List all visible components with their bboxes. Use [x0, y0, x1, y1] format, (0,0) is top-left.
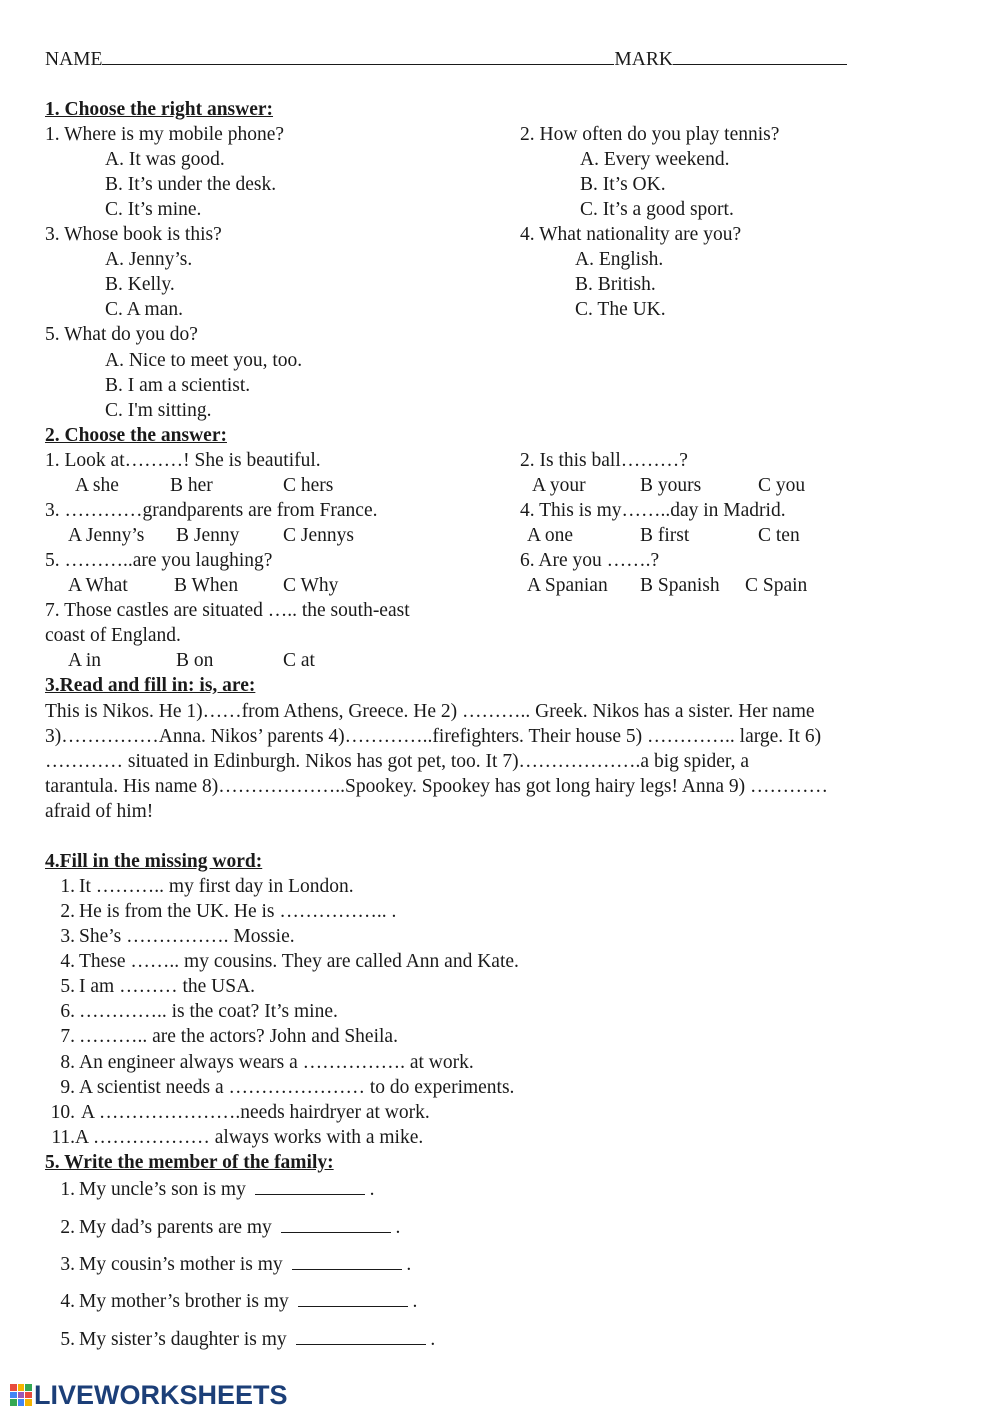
- s2-q3-option-c[interactable]: C Jennys: [283, 525, 354, 546]
- s5-answer-blank[interactable]: [281, 1214, 391, 1233]
- s3-line-3: ………… situated in Edinburgh. Nikos has got pet, too. It 7)……………….a big spider, a: [45, 751, 750, 772]
- s3-line-2: 3)……………Anna. Nikos’ parents 4)…………..firefighters. Their house 5) ………….. large. It 6): [45, 726, 822, 747]
- s2-q2-option-a[interactable]: A your: [532, 475, 586, 496]
- s2-q1-option-c[interactable]: C hers: [283, 475, 334, 496]
- s1-q2-option-a[interactable]: A. Every weekend.: [580, 149, 730, 170]
- s4-item: 7. ……….. are the actors? John and Sheila.: [60, 1026, 398, 1047]
- s4-item: 5. I am ……… the USA.: [60, 976, 256, 997]
- s1-q1: 1. Where is my mobile phone?: [45, 124, 284, 145]
- s2-q1: 1. Look at………! She is beautiful.: [45, 450, 321, 471]
- s5-item: 2. My dad’s parents are my .: [45, 1214, 400, 1240]
- s4-item: 9. A scientist needs a ………………… to do experiments.: [60, 1077, 515, 1098]
- s5-item: 3. My cousin’s mother is my .: [45, 1251, 411, 1277]
- mark-label: MARK: [614, 49, 673, 70]
- s1-q5: 5. What do you do?: [45, 324, 198, 345]
- s1-q5-option-b[interactable]: B. I am a scientist.: [105, 375, 251, 396]
- s2-q5: 5. ………..are you laughing?: [45, 550, 273, 571]
- s2-q4-option-b[interactable]: B first: [640, 525, 690, 546]
- s4-item: 2. He is from the UK. He is …………….. .: [60, 901, 397, 922]
- s3-line-4: tarantula. His name 8)………………..Spookey. Spookey has got long hairy legs! Anna 9) …………: [45, 776, 828, 797]
- s2-q7-line1: 7. Those castles are situated ….. the south-east: [45, 600, 410, 621]
- section-5-title: 5. Write the member of the family:: [45, 1152, 334, 1173]
- name-blank[interactable]: [102, 46, 614, 65]
- liveworksheets-logo: [10, 1380, 288, 1410]
- s2-q4-option-c[interactable]: C ten: [758, 525, 800, 546]
- logo-text: LIVEWORKSHEETS: [34, 1379, 288, 1410]
- s1-q1-option-c[interactable]: C. It’s mine.: [105, 199, 202, 220]
- name-row: [45, 46, 847, 72]
- s1-q3-option-a[interactable]: A. Jenny’s.: [105, 249, 193, 270]
- name-label: NAME: [45, 49, 103, 70]
- s3-line-5: afraid of him!: [45, 801, 154, 822]
- s1-q3-option-c[interactable]: C. A man.: [105, 299, 184, 320]
- s2-q1-option-b[interactable]: B her: [170, 475, 213, 496]
- s1-q1-option-a[interactable]: A. It was good.: [105, 149, 225, 170]
- s4-item: 10. A ………………….needs hairdryer at work.: [50, 1102, 430, 1123]
- s4-item: 1. It ……….. my first day in London.: [60, 876, 354, 897]
- s2-q6: 6. Are you …….?: [520, 550, 660, 571]
- s2-q5-option-b[interactable]: B When: [174, 575, 239, 596]
- s4-item: 6. ………….. is the coat? It’s mine.: [60, 1001, 338, 1022]
- s1-q4-option-c[interactable]: C. The UK.: [575, 299, 666, 320]
- s1-q2-option-b[interactable]: B. It’s OK.: [580, 174, 666, 195]
- s1-q4-option-b[interactable]: B. British.: [575, 274, 656, 295]
- s2-q5-option-c[interactable]: C Why: [283, 575, 339, 596]
- s2-q4-option-a[interactable]: A one: [527, 525, 574, 546]
- s1-q4: 4. What nationality are you?: [520, 224, 742, 245]
- s1-q2-option-c[interactable]: C. It’s a good sport.: [580, 199, 734, 220]
- s3-line-1: This is Nikos. He 1)……from Athens, Greece. He 2) ……….. Greek. Nikos has a sister. Her name: [45, 701, 815, 722]
- section-2-title: 2. Choose the answer:: [45, 425, 227, 446]
- s1-q3-option-b[interactable]: B. Kelly.: [105, 274, 175, 295]
- s2-q7-option-b[interactable]: B on: [176, 650, 214, 671]
- s5-item: 4. My mother’s brother is my .: [45, 1288, 417, 1314]
- s1-q5-option-a[interactable]: A. Nice to meet you, too.: [105, 350, 303, 371]
- section-1-title: 1. Choose the right answer:: [45, 99, 274, 120]
- s2-q6-option-c[interactable]: C Spain: [745, 575, 808, 596]
- s2-q3-option-a[interactable]: A Jenny’s: [68, 525, 145, 546]
- s2-q7-line2: coast of England.: [45, 625, 181, 646]
- mark-blank[interactable]: [673, 46, 847, 65]
- section-3-title: 3.Read and fill in: is, are:: [45, 675, 256, 696]
- s2-q7-option-a[interactable]: A in: [68, 650, 102, 671]
- s4-item: 4. These …….. my cousins. They are called Ann and Kate.: [60, 951, 519, 972]
- s2-q1-option-a[interactable]: A she: [75, 475, 119, 496]
- s2-q4: 4. This is my……..day in Madrid.: [520, 500, 786, 521]
- s2-q5-option-a[interactable]: A What: [68, 575, 128, 596]
- s4-item: 3. She’s ……………. Mossie.: [60, 926, 295, 947]
- s1-q1-option-b[interactable]: B. It’s under the desk.: [105, 174, 277, 195]
- s5-answer-blank[interactable]: [296, 1326, 426, 1345]
- section-4-title: 4.Fill in the missing word:: [45, 851, 263, 872]
- s2-q2: 2. Is this ball………?: [520, 450, 688, 471]
- s4-item: 8. An engineer always wears a ……………. at work.: [60, 1052, 474, 1073]
- s2-q3-option-b[interactable]: B Jenny: [176, 525, 240, 546]
- logo-grid-icon: [10, 1384, 32, 1406]
- s5-answer-blank[interactable]: [255, 1176, 365, 1195]
- s1-q2: 2. How often do you play tennis?: [520, 124, 780, 145]
- s5-item: 1. My uncle’s son is my .: [45, 1176, 374, 1202]
- s5-answer-blank[interactable]: [298, 1288, 408, 1307]
- s1-q5-option-c[interactable]: C. I'm sitting.: [105, 400, 212, 421]
- s5-answer-blank[interactable]: [292, 1251, 402, 1270]
- s4-item: 11.A ……………… always works with a mike.: [51, 1127, 424, 1148]
- s1-q4-option-a[interactable]: A. English.: [575, 249, 664, 270]
- s2-q2-option-c[interactable]: C you: [758, 475, 806, 496]
- s1-q3: 3. Whose book is this?: [45, 224, 222, 245]
- s2-q7-option-c[interactable]: C at: [283, 650, 315, 671]
- s2-q2-option-b[interactable]: B yours: [640, 475, 702, 496]
- s5-item: 5. My sister’s daughter is my .: [45, 1326, 435, 1352]
- s2-q6-option-a[interactable]: A Spanian: [527, 575, 608, 596]
- s2-q6-option-b[interactable]: B Spanish: [640, 575, 720, 596]
- s2-q3: 3. …………grandparents are from France.: [45, 500, 378, 521]
